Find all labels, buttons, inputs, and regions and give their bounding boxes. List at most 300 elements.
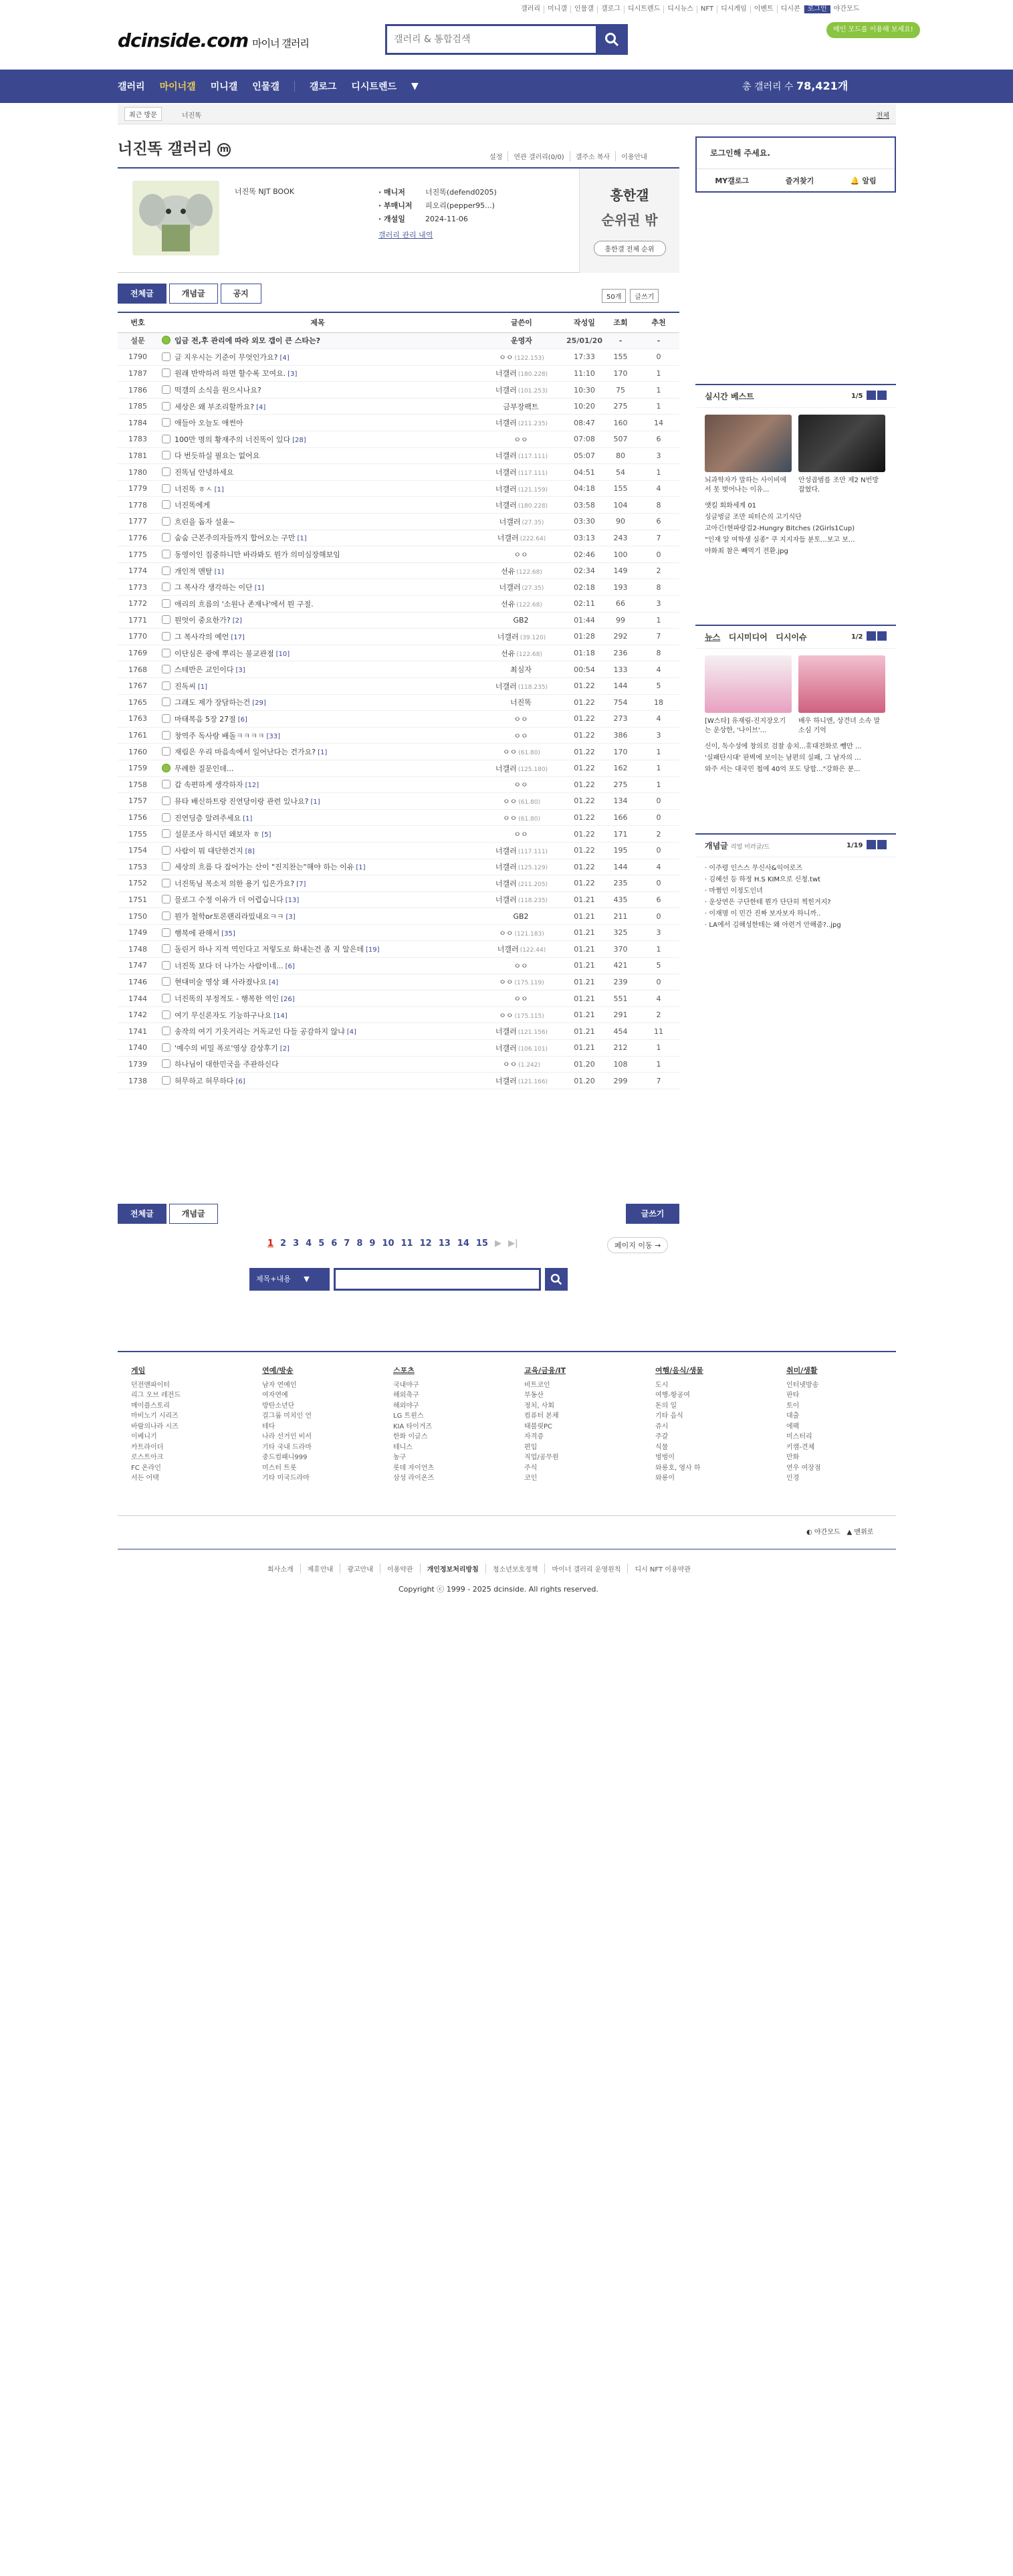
post-title[interactable]: 돌린거 하나 지적 역인다고 저렇도로 화내는건 좀 지 알은데 [175, 945, 364, 954]
reply-count[interactable]: [4] [279, 354, 290, 362]
reply-count[interactable]: [29] [252, 700, 266, 708]
footer-column-title[interactable]: 게임 [131, 1366, 146, 1375]
reply-count[interactable]: [10] [275, 650, 290, 658]
reply-count[interactable]: [17] [231, 633, 245, 641]
post-writer[interactable] [477, 431, 566, 448]
table-row[interactable] [118, 677, 679, 694]
side-list-item[interactable]: · 마쩜인 이정도인녀 [705, 887, 763, 895]
post-writer[interactable]: 운영자 [477, 332, 566, 349]
post-title[interactable]: 갑 속편하게 생각하자 [175, 780, 243, 790]
reply-count[interactable]: [6] [235, 1078, 245, 1086]
post-writer[interactable] [477, 1073, 566, 1089]
footer-link[interactable]: 테니스 [393, 1443, 413, 1451]
footer-link[interactable]: 서든 어택 [131, 1475, 159, 1482]
reply-count[interactable]: [33] [266, 732, 281, 740]
post-writer[interactable] [477, 1006, 566, 1023]
post-title[interactable]: 진연딩층 알려주세요 [175, 813, 241, 823]
footer-link[interactable]: 키캠-견체 [786, 1443, 815, 1451]
table-row[interactable] [118, 382, 679, 399]
footer-link[interactable]: 부동산 [524, 1392, 544, 1399]
next-page-icon[interactable]: ▶ [494, 1239, 501, 1249]
footer-link[interactable]: 남자 연예인 [262, 1381, 297, 1389]
reply-count[interactable]: [8] [245, 847, 255, 855]
notice-row[interactable] [118, 332, 679, 349]
my-gallog-button[interactable]: MY갤로그 [715, 176, 750, 185]
footer-column-title[interactable]: 여행/음식/생물 [655, 1366, 703, 1375]
table-row[interactable] [118, 579, 679, 596]
post-title[interactable]: 마태복음 5장 27절 [175, 714, 236, 724]
post-writer[interactable] [477, 990, 566, 1007]
promo-pill[interactable]: 메인 모드를 이용해 보세요! [826, 22, 920, 38]
page-link[interactable]: 14 [457, 1239, 469, 1249]
side-list-item[interactable]: '실패탄시대' 판벽에 보이는 남편의 실패, 그 남자의 ... [705, 754, 861, 762]
bottom-tab-all[interactable]: 전체글 [118, 1204, 166, 1224]
footer-link[interactable]: 판타 [786, 1392, 800, 1399]
topnav-item-3[interactable]: 갤로그 [598, 5, 625, 13]
footer-link[interactable]: 정치, 사회 [524, 1402, 554, 1410]
post-writer[interactable] [477, 809, 566, 826]
post-writer[interactable] [477, 826, 566, 843]
footer-link[interactable]: 태블릿PC [524, 1422, 552, 1430]
nav-mini-gallery[interactable]: 미니갤 [210, 82, 238, 92]
footer-link[interactable]: 국내야구 [393, 1381, 419, 1389]
post-writer[interactable] [477, 530, 566, 546]
post-title[interactable]: 입금 전,후 관리에 따라 외모 갭이 큰 스타는? [175, 336, 321, 346]
page-link[interactable]: 4 [306, 1239, 312, 1249]
footer-link[interactable]: 대출 [786, 1412, 800, 1420]
side-list-item[interactable]: "인재 알 여학생 실종" 쿠 지지자들 분토...보고 보... [705, 536, 855, 544]
reply-count[interactable]: [1] [197, 683, 208, 691]
footer-link[interactable]: 마비노기 시리즈 [131, 1412, 179, 1420]
post-writer[interactable] [477, 744, 566, 760]
topnav-item-10[interactable]: 로그인 [804, 5, 830, 13]
notification-button[interactable] [851, 175, 877, 186]
rank-all-button[interactable]: 흥한갤 전체 순위 [594, 241, 666, 256]
footer-column-title[interactable]: 연예/방송 [262, 1366, 294, 1375]
post-writer[interactable] [477, 349, 566, 366]
footer-link[interactable]: 주갈 [655, 1433, 669, 1440]
reply-count[interactable]: [1] [356, 864, 366, 872]
footer-link[interactable]: 비트코인 [524, 1381, 550, 1389]
side-list-item[interactable]: · LA에서 김해성한테는 왜 아련거 안해줌?..jpg [705, 922, 841, 929]
side-list-item[interactable]: 앳킬 회화세계 01 [705, 502, 757, 510]
reply-count[interactable]: [12] [245, 782, 259, 790]
page-link[interactable]: 2 [280, 1239, 287, 1249]
recent-label[interactable]: 최근 방문 [124, 107, 162, 121]
table-row[interactable] [118, 1040, 679, 1057]
reply-count[interactable]: [1] [310, 798, 320, 806]
table-row[interactable] [118, 875, 679, 892]
table-row[interactable] [118, 612, 679, 629]
next-icon[interactable] [877, 391, 887, 400]
post-writer[interactable] [477, 958, 566, 974]
footer-link[interactable]: 던전앤파이터 [131, 1381, 170, 1389]
footer-link[interactable]: 식물 [655, 1443, 669, 1451]
reply-count[interactable]: [6] [285, 962, 295, 970]
reply-count[interactable]: [26] [281, 996, 295, 1004]
footer-link[interactable]: 돈의 일 [655, 1402, 677, 1410]
post-writer[interactable] [477, 1056, 566, 1073]
footer-link[interactable]: 연우 여장점 [786, 1464, 821, 1472]
table-row[interactable] [118, 349, 679, 366]
footer-policy-link[interactable]: 광고안내 [340, 1564, 380, 1574]
page-link[interactable]: 9 [369, 1239, 376, 1249]
post-writer[interactable] [477, 793, 566, 810]
page-link[interactable]: 12 [419, 1239, 432, 1249]
footer-link[interactable]: FC 온라인 [131, 1464, 161, 1472]
post-title[interactable]: 너진똑 ㅎㅅ [175, 484, 213, 494]
table-row[interactable] [118, 990, 679, 1007]
footer-column-title[interactable]: 취미/생활 [786, 1366, 818, 1375]
reply-count[interactable]: [3] [288, 370, 298, 379]
tab-all[interactable]: 전체글 [118, 284, 166, 304]
footer-link[interactable]: 해외축구 [393, 1392, 419, 1399]
post-writer[interactable] [477, 842, 566, 859]
topnav-item-1[interactable]: 미니갤 [544, 5, 571, 13]
footer-policy-link[interactable]: 디시 NFT 이용약관 [627, 1564, 697, 1574]
post-title[interactable]: 흐린을 돕자 설윤~ [175, 517, 235, 526]
reply-count[interactable]: [14] [273, 1012, 288, 1020]
post-title[interactable]: 너진똑 보다 더 나가는 사람이네... [175, 961, 284, 970]
table-row[interactable] [118, 1006, 679, 1023]
table-row[interactable] [118, 365, 679, 382]
reply-count[interactable]: [7] [296, 880, 306, 888]
reply-count[interactable]: [28] [292, 436, 306, 444]
post-writer[interactable] [477, 924, 566, 941]
post-writer[interactable] [477, 629, 566, 645]
footer-link[interactable]: 중드컴패니999 [262, 1454, 308, 1461]
post-title[interactable]: 사람이 뭐 대단한건지 [175, 846, 243, 855]
post-title[interactable]: 진똑님 안녕하세요 [175, 468, 234, 477]
post-title[interactable]: 그 복사각의 예언 [175, 632, 229, 641]
post-writer[interactable] [477, 875, 566, 892]
post-writer[interactable] [477, 1023, 566, 1040]
page-link[interactable]: 1 [267, 1239, 274, 1249]
post-title[interactable]: 현대미술 영상 왜 사라졌나요 [175, 978, 267, 987]
table-row[interactable] [118, 711, 679, 728]
post-writer[interactable] [477, 464, 566, 481]
table-row[interactable] [118, 1073, 679, 1089]
footer-link[interactable]: 편입 [524, 1443, 538, 1451]
table-row[interactable] [118, 398, 679, 415]
tab-notice[interactable]: 공지 [221, 284, 261, 304]
post-writer[interactable] [477, 859, 566, 875]
post-title[interactable]: 여기 무신론자도 기능하구나요 [175, 1010, 272, 1020]
submanager-value[interactable]: 피오리(pepper95...) [425, 201, 495, 210]
footer-policy-link[interactable]: 회사소개 [267, 1566, 294, 1574]
footer-link[interactable]: 카트라이더 [131, 1443, 164, 1451]
table-row[interactable] [118, 974, 679, 990]
reply-count[interactable]: [2] [279, 1045, 290, 1053]
post-title[interactable]: 너진똑에게 [175, 501, 211, 510]
reply-count[interactable]: [1] [254, 584, 264, 593]
footer-link[interactable]: 한화 이글스 [393, 1433, 428, 1440]
reply-count[interactable]: [1] [297, 535, 307, 543]
recent-all-link[interactable]: 전체 [876, 112, 889, 120]
post-writer[interactable] [477, 382, 566, 399]
table-row[interactable] [118, 530, 679, 546]
side-list-item[interactable]: 고아긴!현파랑걸2-Hungry Bitches (2Girls1Cup) [705, 525, 855, 532]
news-item[interactable] [798, 655, 885, 736]
post-title[interactable]: 세상은 왜 부조리할까요? [175, 402, 255, 411]
footer-link[interactable]: 토이 [786, 1402, 800, 1410]
post-title[interactable]: 그래도 제가 장담하는건 [175, 698, 251, 708]
next-icon[interactable] [877, 840, 887, 849]
topnav-item-7[interactable]: 디시게임 [717, 5, 751, 13]
topnav-item-4[interactable]: 디시트렌드 [625, 5, 664, 13]
reply-count[interactable]: [19] [366, 946, 380, 954]
post-title[interactable]: 재림은 우리 마음속에서 일어난다는 건가요? [175, 748, 316, 757]
footer-policy-link[interactable]: 이용약관 [380, 1564, 420, 1574]
search-type-select[interactable] [249, 1268, 330, 1291]
post-writer[interactable] [477, 677, 566, 694]
post-writer[interactable] [477, 760, 566, 776]
reply-count[interactable]: [5] [261, 831, 271, 839]
news-tab[interactable]: 뉴스 [705, 633, 721, 642]
reply-count[interactable]: [6] [237, 716, 247, 724]
realtime-item[interactable] [798, 415, 885, 495]
gallery-title[interactable] [118, 136, 231, 158]
footer-policy-link[interactable]: 제휴안내 [300, 1564, 340, 1574]
footer-link[interactable]: 인경 [786, 1475, 800, 1482]
table-row[interactable] [118, 562, 679, 579]
table-row[interactable] [118, 415, 679, 431]
page-link[interactable]: 10 [382, 1239, 395, 1249]
post-writer[interactable] [477, 447, 566, 464]
manager-value[interactable]: 너진똑(defend0205) [425, 188, 497, 197]
topnav-item-8[interactable]: 이벤트 [751, 5, 778, 13]
footer-column-title[interactable]: 교육/금융/IT [524, 1366, 566, 1375]
footer-link[interactable]: 컴퓨터 본체 [524, 1412, 559, 1420]
recent-item[interactable]: 너진똑 [182, 112, 201, 120]
site-logo[interactable] [118, 29, 309, 51]
topnav-item-5[interactable]: 디시뉴스 [664, 5, 697, 13]
table-row[interactable] [118, 842, 679, 859]
tool-guide[interactable]: 이용안내 [615, 151, 653, 161]
table-row[interactable] [118, 645, 679, 661]
footer-link[interactable]: 직업/공무원 [524, 1454, 559, 1461]
topnav-item-0[interactable]: 갤러리 [518, 5, 544, 13]
table-row[interactable] [118, 514, 679, 530]
table-row[interactable] [118, 744, 679, 760]
post-title[interactable]: 너진똑님 복소저 의한 용기 입은가요? [175, 879, 295, 888]
table-row[interactable] [118, 497, 679, 514]
footer-link[interactable]: 와룡이 [655, 1475, 675, 1482]
post-writer[interactable] [477, 941, 566, 958]
side-list-item[interactable]: · 이재명 이 민간 진짜 보자보자 하니까.. [705, 910, 821, 918]
post-title[interactable]: 뭔엇이 중요한가? [175, 616, 231, 625]
post-title[interactable]: 진독씨 [175, 681, 196, 691]
footer-link[interactable]: 와룡호, 영사 하 [655, 1464, 701, 1472]
post-title[interactable]: 세상의 흐름 다 잡어가는 산이 "진지찬는"해야 하는 이유 [175, 863, 354, 872]
news-item[interactable] [705, 655, 792, 736]
footer-link[interactable]: 로스트아크 [131, 1454, 164, 1461]
footer-link[interactable]: 미스터 트롯 [262, 1464, 297, 1472]
post-writer[interactable] [477, 1040, 566, 1057]
reply-count[interactable]: [1] [318, 749, 328, 757]
post-title[interactable]: 개인적 멘탈 [175, 566, 213, 576]
table-row[interactable] [118, 924, 679, 941]
nav-more-icon[interactable]: ▼ [411, 81, 419, 92]
footer-link[interactable]: 롯데 자이언츠 [393, 1464, 435, 1472]
table-row[interactable] [118, 826, 679, 843]
prev-icon[interactable] [867, 631, 876, 641]
nav-dctrend[interactable]: 디시트렌드 [351, 82, 397, 92]
table-row[interactable] [118, 727, 679, 744]
table-row[interactable] [118, 661, 679, 678]
post-title[interactable]: 다 번듯하실 필요는 없어요 [175, 451, 260, 461]
post-title[interactable]: 설문조사 하시던 왜보자 ㅎ [175, 830, 260, 839]
table-row[interactable] [118, 776, 679, 793]
reply-count[interactable]: [1] [214, 568, 224, 576]
table-row[interactable] [118, 431, 679, 448]
table-row[interactable] [118, 1023, 679, 1040]
page-link[interactable]: 3 [293, 1239, 300, 1249]
table-row[interactable] [118, 809, 679, 826]
tool-settings[interactable]: 설정 [489, 154, 503, 161]
post-writer[interactable] [477, 612, 566, 629]
side-list-item[interactable]: · 이주령 인스스 무신사&익어로즈 [705, 865, 803, 872]
last-page-icon[interactable]: ▶| [508, 1239, 518, 1249]
table-row[interactable] [118, 958, 679, 974]
post-title[interactable]: 무례한 질문인데... [175, 764, 234, 773]
nav-gallery[interactable]: 갤러리 [118, 82, 145, 92]
post-title[interactable]: 송작의 여기 기웃거리는 거독교인 다들 공감하지 않냐 [175, 1027, 345, 1037]
side-list-item[interactable]: 신이, 독수성에 창의로 검찰 송치...휴대전화로 뺑만 ... [705, 743, 862, 750]
manage-history-link[interactable]: 갤러리 관리 내역 [378, 231, 433, 239]
nav-gallog[interactable]: 갤로그 [309, 82, 337, 92]
side-list-item[interactable]: 싱글벙글 조만 피터슨의 고기식단 [705, 514, 802, 521]
footer-link[interactable]: 코인 [524, 1475, 538, 1482]
reply-count[interactable]: [3] [286, 914, 296, 922]
footer-link[interactable]: 여자연예 [262, 1392, 288, 1399]
post-title[interactable]: 애들아 오늘도 애썬아 [175, 419, 243, 428]
bottom-search-button[interactable] [545, 1268, 568, 1291]
footer-link[interactable]: 기타 미국드라마 [262, 1475, 310, 1482]
post-writer[interactable] [477, 694, 566, 711]
footer-link[interactable]: 삼성 라이온즈 [393, 1475, 435, 1482]
table-row[interactable] [118, 464, 679, 481]
footer-link[interactable]: 테다 [262, 1422, 275, 1430]
page-link[interactable]: 8 [356, 1239, 363, 1249]
footer-link[interactable]: 여행-항공여 [655, 1392, 690, 1399]
page-link[interactable]: 13 [438, 1239, 451, 1249]
reply-count[interactable]: [4] [346, 1029, 356, 1037]
table-row[interactable] [118, 629, 679, 645]
footer-link[interactable]: 바람의나라 시즈 [131, 1422, 179, 1430]
next-icon[interactable] [877, 631, 887, 641]
topnav-item-11[interactable]: 야간모드 [833, 5, 860, 13]
post-title[interactable]: 너진똑의 부정적도 - 행복한 역인 [175, 994, 279, 1004]
footer-policy-link[interactable]: 청소년보호정책 [485, 1564, 545, 1574]
bottom-search-input[interactable] [334, 1268, 541, 1291]
global-search-input[interactable] [387, 26, 588, 53]
post-writer[interactable] [477, 661, 566, 678]
search-button[interactable] [596, 24, 628, 55]
footer-link[interactable]: 걸그룹 미치인 언 [262, 1412, 312, 1420]
side-list-item[interactable]: · 김혜선 등 하정 H.S KIM으로 신청.twt [705, 876, 821, 883]
post-writer[interactable] [477, 776, 566, 793]
reply-count[interactable]: [35] [221, 930, 235, 938]
footer-link[interactable]: 벙벙이 [655, 1454, 675, 1461]
side-list-item[interactable]: · 운상연은 구단한테 뭔가 단단히 찍힌거지? [705, 899, 831, 906]
reply-count[interactable]: [1] [243, 815, 253, 823]
side-list-item[interactable]: 야화최 참은 빼먹기 전환.jpg [705, 548, 788, 555]
table-row[interactable] [118, 859, 679, 875]
topnav-item-9[interactable]: 디시콘 [778, 5, 804, 13]
post-title[interactable]: 창역주 독사랑 배돌ㅋㅋㅋㅋ [175, 731, 265, 740]
footer-link[interactable]: 방탄소년단 [262, 1402, 295, 1410]
bottom-tab-concept[interactable]: 개념글 [169, 1204, 218, 1224]
reply-count[interactable]: [13] [285, 897, 300, 905]
post-title[interactable]: '예수의 비밀 폭로'영상 감상후기 [175, 1043, 278, 1053]
tab-concept[interactable]: 개념글 [169, 284, 218, 304]
post-title[interactable]: 원래 반박하려 하면 할수록 꼬여요. [175, 369, 286, 379]
footer-column-title[interactable]: 스포츠 [393, 1366, 415, 1375]
tool-copy-address[interactable]: 갤주소 복사 [570, 151, 615, 161]
post-title[interactable]: 행복에 관해서 [175, 928, 220, 938]
topnav-item-6[interactable]: NFT [697, 5, 717, 13]
footer-link[interactable]: 나라 선거인 비서 [262, 1433, 312, 1440]
prev-icon[interactable] [867, 391, 876, 400]
post-title[interactable]: 뮤타 배신하트랑 진연당이랑 관련 있나요? [175, 796, 309, 806]
tool-related[interactable]: 연관 갤러리(0/0) [508, 151, 569, 161]
dcissue-tab[interactable]: 디시이슈 [776, 633, 807, 642]
table-row[interactable] [118, 447, 679, 464]
post-title[interactable]: 스테반은 교인이다 [175, 665, 234, 675]
table-row[interactable] [118, 793, 679, 810]
post-writer[interactable] [477, 891, 566, 908]
footer-link[interactable]: 쥬시 [655, 1422, 669, 1430]
post-title[interactable]: 글 지우시는 기준이 무엇인가요? [175, 352, 278, 362]
table-row[interactable] [118, 1056, 679, 1073]
footer-link[interactable]: 자격증 [524, 1433, 544, 1440]
footer-link[interactable]: 도시 [655, 1381, 669, 1389]
prev-icon[interactable] [867, 840, 876, 849]
post-title[interactable]: 하나님이 대한민국을 주관하신다 [175, 1060, 279, 1069]
page-link[interactable]: 11 [401, 1239, 413, 1249]
footer-link[interactable]: 주식 [524, 1464, 538, 1472]
scroll-top[interactable]: ▲ 맨위로 [847, 1529, 874, 1536]
post-title[interactable]: 믈로그 수정 이유가 더 어렵습니다 [175, 895, 284, 905]
footer-link[interactable]: KIA 타이거즈 [393, 1422, 433, 1430]
footer-link[interactable]: 리그 오브 레전드 [131, 1392, 181, 1399]
reply-count[interactable]: [1] [214, 486, 224, 494]
post-title[interactable]: 떡갤의 소식을 원으시나요? [175, 386, 261, 395]
side-list-item[interactable]: 와주 서는 대국민 첩에 40억 포도 당합..."강화은 분... [705, 766, 861, 773]
nav-person-gallery[interactable]: 인물갤 [252, 82, 279, 92]
post-writer[interactable] [477, 497, 566, 514]
list-count-select[interactable]: 50개 [602, 289, 626, 303]
table-row[interactable] [118, 941, 679, 958]
nav-minor-gallery[interactable]: 마이너갤 [159, 82, 196, 92]
footer-link[interactable]: 농구 [393, 1454, 407, 1461]
page-link[interactable]: 15 [475, 1239, 488, 1249]
post-writer[interactable] [477, 562, 566, 579]
reply-count[interactable]: [4] [269, 979, 279, 987]
post-writer[interactable] [477, 365, 566, 382]
post-title[interactable]: 허무하고 허무하다 [175, 1077, 234, 1086]
table-row[interactable] [118, 908, 679, 925]
footer-link[interactable]: 미스터리 [786, 1433, 812, 1440]
post-title[interactable]: 애리의 흐름의 '소원나 존재나'에서 뭔 구절. [175, 599, 314, 609]
table-row[interactable] [118, 760, 679, 776]
footer-link[interactable]: 에팩 [786, 1422, 800, 1430]
table-row[interactable] [118, 480, 679, 497]
dcmedia-tab[interactable]: 디시미디어 [728, 633, 768, 642]
footer-link[interactable]: 메이플스토리 [131, 1402, 170, 1410]
post-title[interactable]: 뭔가 철학or토론랜리라밌내요ㅋㅋ [175, 912, 284, 922]
